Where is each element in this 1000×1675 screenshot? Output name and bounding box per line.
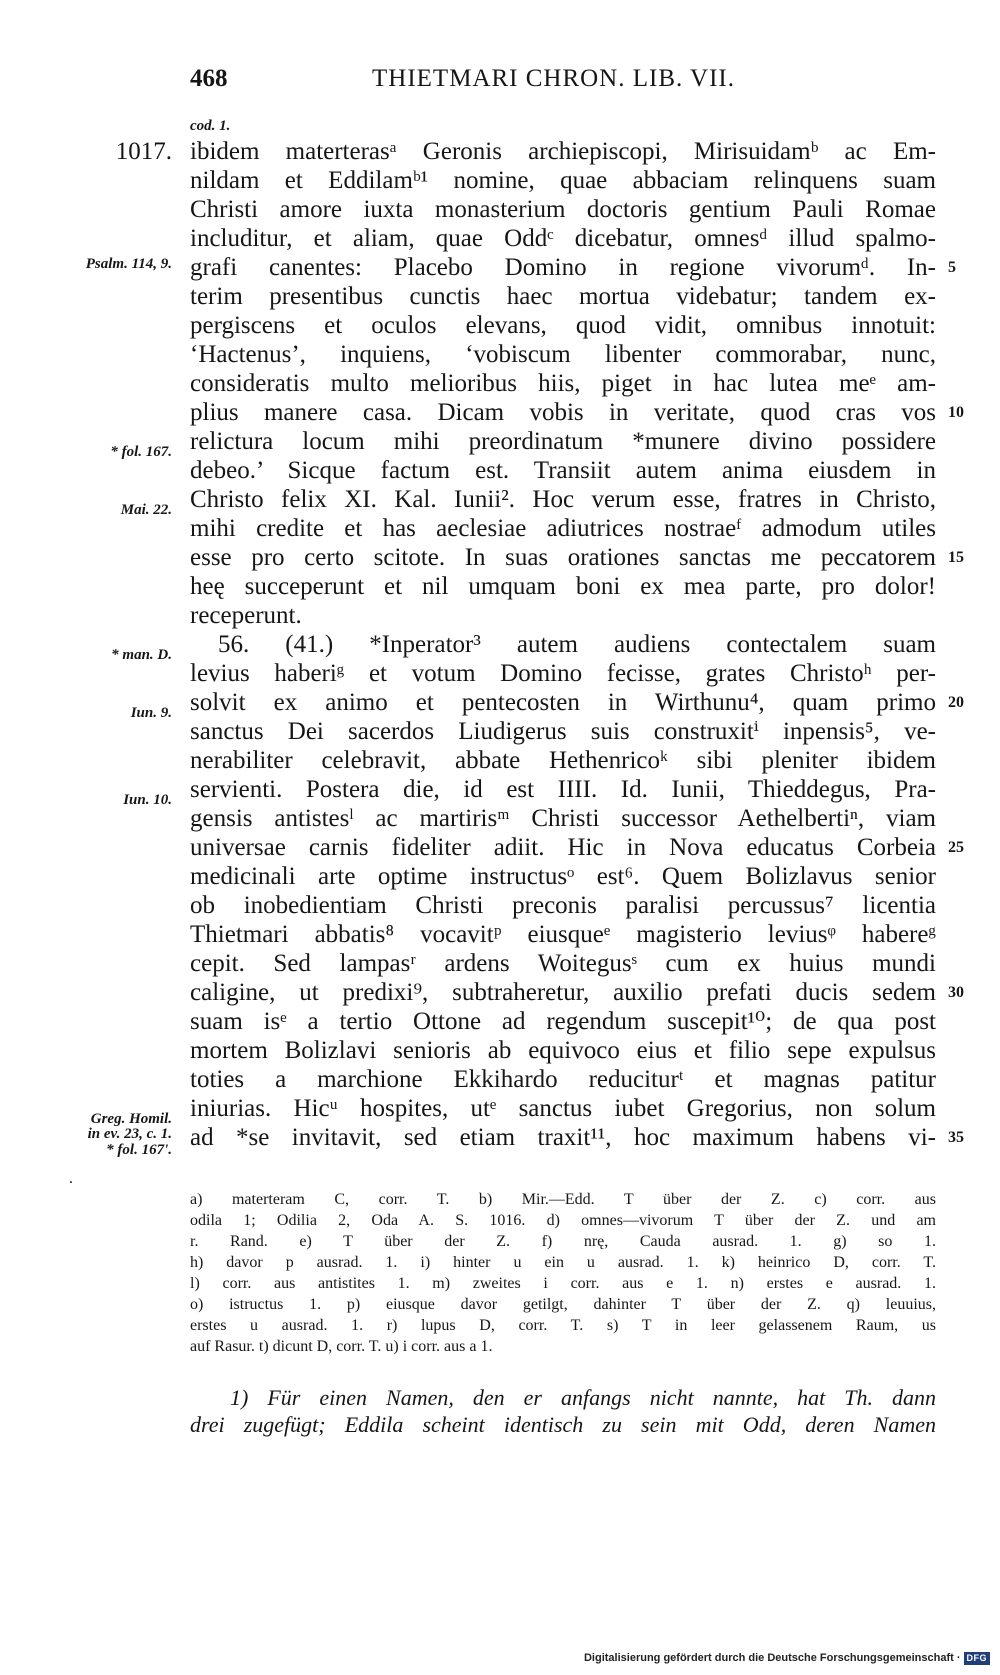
margin-note: * fol. 167'. [106, 1142, 172, 1158]
line-number: 35 [948, 1129, 964, 1146]
text-line: ‘Hactenus’, inquiens, ‘vobiscum libenter commorabar, nunc, [190, 341, 936, 368]
text-line: ibidem materterasᵃ Geronis archiepiscopi, Mirisuidamᵇ ac Em- [190, 138, 936, 165]
apparatus-line: l) corr. aus antistites 1. m) zweites i corr. aus e 1. n) erstes e ausrad. 1. [190, 1275, 936, 1292]
footnote-line: 1) Für einen Namen, den er anfangs nicht nannte, hat Th. dann [230, 1385, 936, 1410]
text-line: mortem Bolizlavi senioris ab equivoco eius et filio sepe expulsus [190, 1037, 936, 1064]
text-line: medicinali arte optime instructusᵒ est⁶. Quem Bolizlavus senior [190, 863, 936, 890]
text-line: plius manere casa. Dicam vobis in veritate, quod cras vos [190, 399, 936, 426]
apparatus-line: h) davor p ausrad. 1. i) hinter u ein u ausrad. 1. k) heinrico D, corr. T. [190, 1254, 936, 1271]
line-number: 20 [948, 694, 964, 711]
text-line: consideratis multo melioribus hiis, piget in hac lutea meᵉ am- [190, 370, 936, 397]
line-number: 25 [948, 839, 964, 856]
text-line: esse pro certo scitote. In suas orationes sanctas me peccatorem [190, 544, 936, 571]
apparatus-line: erstes u ausrad. 1. r) lupus D, corr. T. s) T in leer gelassenem Raum, us [190, 1317, 936, 1334]
divider-mark: ˙ [68, 1177, 74, 1197]
text-line: ob inobedientiam Christi preconis paralisi percussus⁷ licentia [190, 892, 936, 919]
text-line: nerabiliter celebravit, abbate Hethenricoᵏ sibi pleniter ibidem [190, 747, 936, 774]
running-head: THIETMARI CHRON. LIB. VII. [372, 65, 736, 92]
text-line: caligine, ut predixi⁹, subtraheretur, auxilio prefati ducis sedem [190, 979, 936, 1006]
line-number: 5 [948, 259, 956, 276]
text-line: solvit ex animo et pentecosten in Wirthunu⁴, quam primo [190, 689, 936, 716]
line-number: 10 [948, 404, 964, 421]
text-line: heę succeperunt et nil umquam boni ex mea parte, pro dolor! [190, 573, 936, 600]
text-line: relictura locum mihi preordinatum *munere divino possidere [190, 428, 936, 455]
margin-note: in ev. 23, c. 1. [87, 1126, 172, 1142]
text-line: iniurias. Hicᵘ hospites, utᵉ sanctus iubet Gregorius, non solum [190, 1095, 936, 1122]
line-number: 30 [948, 984, 964, 1001]
text-line: cepit. Sed lampasʳ ardens Woitegusˢ cum ex huius mundi [190, 950, 936, 977]
text-line: 56. (41.) *Inperator³ autem audiens contectalem suam [218, 631, 936, 658]
text-line: ad *se invitavit, sed etiam traxit¹¹, hoc maximum habens vi- [190, 1124, 936, 1151]
apparatus-line: r. Rand. e) T über der Z. f) nrę, Cauda ausrad. 1. g) so 1. [190, 1233, 936, 1250]
year-marker: 1017. [115, 138, 172, 165]
text-line: Christo felix XI. Kal. Iunii². Hoc verum esse, fratres in Christo, [190, 486, 936, 513]
text-line: universae carnis fideliter adiit. Hic in Nova educatus Corbeia [190, 834, 936, 861]
digitization-credit [584, 1650, 990, 1666]
text-line: nildam et Eddilamᵇ¹ nomine, quae abbaciam relinquens suam [190, 167, 936, 194]
text-line: toties a marchione Ekkihardo reduciturᵗ et magnas patitur [190, 1066, 936, 1093]
text-line: levius haberiᵍ et votum Domino fecisse, grates Christoʰ per- [190, 660, 936, 687]
text-line: receperunt. [190, 602, 302, 629]
margin-note: Greg. Homil. [90, 1111, 172, 1127]
text-line: includitur, et aliam, quae Oddᶜ dicebatur, omnesᵈ illud spalmo- [190, 225, 936, 252]
text-line: debeo.’ Sicque factum est. Transiit autem anima eiusdem in [190, 457, 936, 484]
text-line: Christi amore iuxta monasterium doctoris gentium Pauli Romae [190, 196, 936, 223]
text-line: suam isᵉ a tertio Ottone ad regendum suscepit¹⁰; de qua post [190, 1008, 936, 1035]
source-note: cod. 1. [190, 118, 231, 134]
apparatus-line: auf Rasur. t) dicunt D, corr. T. u) i corr. aus a 1. [190, 1338, 493, 1355]
text-line: pergiscens et oculos elevans, quod vidit, omnibus innotuit: [190, 312, 936, 339]
text-line: Thietmari abbatis⁸ vocavitᵖ eiusqueᵉ magisterio leviusᵠ habereᵍ [190, 921, 936, 948]
text-line: terim presentibus cunctis haec mortua videbatur; tandem ex- [190, 283, 936, 310]
line-number: 15 [948, 549, 964, 566]
dfg-logo: DFG [964, 1652, 991, 1665]
margin-note: Iun. 9. [130, 705, 172, 721]
apparatus-line: a) materteram C, corr. T. b) Mir.—Edd. T über der Z. c) corr. aus [190, 1191, 936, 1208]
text-line: servienti. Postera die, id est IIII. Id. Iunii, Thieddegus, Pra- [190, 776, 936, 803]
margin-note: * fol. 167. [110, 444, 172, 460]
text-line: grafi canentes: Placebo Domino in regione vivorumᵈ. In- [190, 254, 936, 281]
text-line: mihi credite et has aeclesiae adiutrices nostraeᶠ admodum utiles [190, 515, 936, 542]
page-number: 468 [190, 65, 228, 92]
margin-note: Mai. 22. [120, 502, 172, 518]
margin-note: Psalm. 114, 9. [85, 256, 172, 272]
margin-note: Iun. 10. [123, 792, 172, 808]
text-line: sanctus Dei sacerdos Liudigerus suis construxitⁱ inpensis⁵, ve- [190, 718, 936, 745]
text-line: gensis antistesˡ ac martirisᵐ Christi successor Aethelbertiⁿ, viam [190, 805, 936, 832]
margin-note: * man. D. [111, 647, 172, 663]
apparatus-line: o) istructus 1. p) eiusque davor getilgt, dahinter T über der Z. q) leuuius, [190, 1296, 936, 1313]
credit-text: Digitalisierung gefördert durch die Deutsche Forschungsgemeinschaft · [583, 1652, 961, 1664]
footnote-line: drei zugefügt; Eddila scheint identisch zu sein mit Odd, deren Namen [190, 1412, 936, 1437]
apparatus-line: odila 1; Odilia 2, Oda A. S. 1016. d) omnes—vivorum T über der Z. und am [190, 1212, 936, 1229]
